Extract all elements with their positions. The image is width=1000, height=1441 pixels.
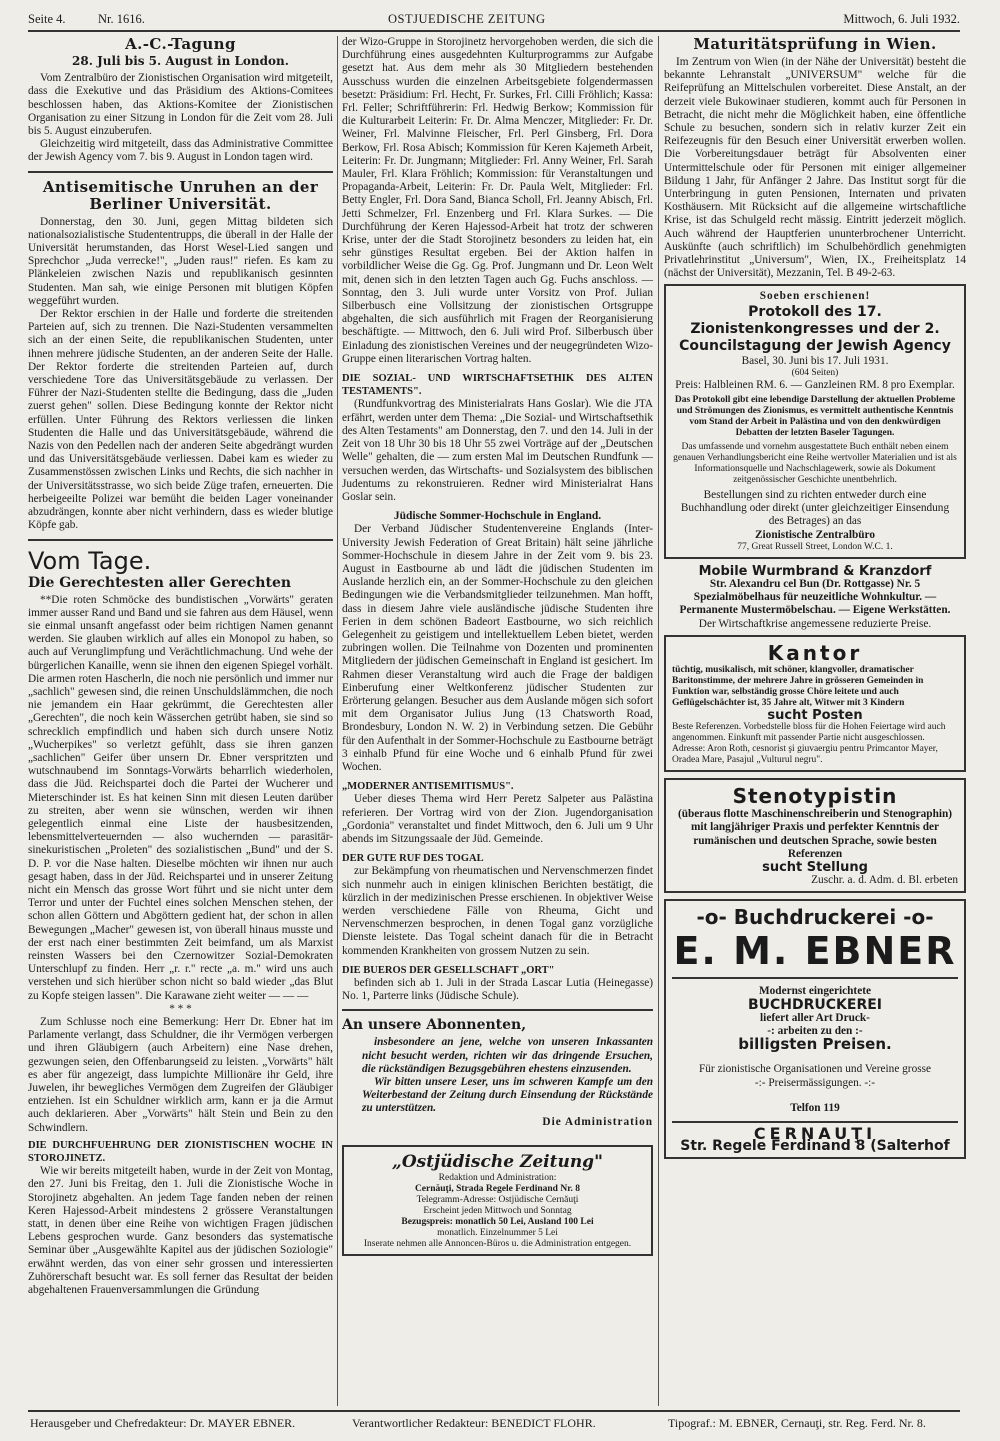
article-paragraph: **Die roten Schmöcke des bundistischen „Vorwärts" geraten immer ausser Rand und Band und sie fahren aus dem Häusel, wenn sie einmal unsanft angefasst oder beim richtigen Namen genannt werden. Sie glauben wirklich auf alles ein Monopol zu haben, so auch auf Verunglimpfung und Verächtlichmachung. Und wehe der bürgerlichen Kanaille, wenn sie ihnen den eigenen Spiegel vorhält. Die armen roten Hascherln, die noch nie persönlich und immer nur „sachlich" gewesen sind, die reinen Unschuldslämmchen, die noch nie jemandem ein Haar gekrümmt, die Gerechtesten aller „Gerechten", die noch kein Wässerchen getrübt haben, sie sind so schrecklich empfindlich und haben sich durch unsere Notiz „Wucherpikes" so verletzt gefühlt, dass sie ihren ganzen „sachlichen" Geifer über unsern Dr. Ebner verspritzten und wutschnaubend im Sonntags-Vorwärts beharrlich wiederholen, dass die Jüd. Reichspartei doch die Partei der Wucherer und Mieterschinder ist. Es hat keinen Sinn mit diesen Leuten darüber zu streiten, aber wenn sie wünschen, werden wir ihnen gelegentlich einmal eine Liste der hausbesitzenden, lebensmittelverteuernden — also wuchernden — parasitär-sinekuristischen „Proleten" des sozialistischen „Bund" und der S. D. P. vor die Nase halten. Dieselbe möchten wir ihnen nur auch gesagt haben, dass in der Jüd. Reichspartei und in unserer Zeitung nicht ein Mensch das grosse Wort führt und sie nicht unter dem Terror und unter der Fuchtel eines solchen Menschen stehen, der schon allen Göttern und Abgöttern gedient hat, der schon in allen Bewegungen „Macher" gewesen ist, von überall hinaus musste und der erst nach einer bestimmten Zeit beimfand, um als Marxist reinsten Wassers bei den Czernowitzer Sozial-Demokraten Unterschlupf zu finden. Herr „r. r." recte „a. m." wird uns auch verstehen und sich hierüber schon nicht so bald wieder „das Blut zu Kopfe steigen lassen". Die Karawane zieht weiter — — —: [28, 593, 333, 1002]
divider: [28, 539, 333, 541]
ad-line: Beste Referenzen. Vorbedstelle bloss für die Hohen Feiertage wird auch angenommen. Einkunft mit passender Partie nicht ausgeschlossen.: [672, 722, 946, 744]
article-title: Die Gerechtesten aller Gerechten: [28, 574, 292, 591]
article-title: DIE SOZIAL- UND WIRTSCHAFTSETHIK DES ALTEN TESTAMENTS".: [342, 373, 653, 398]
ad-title: Kantor: [767, 640, 863, 665]
separator-stars: * * *: [169, 1002, 192, 1015]
article-paragraph: der Wizo-Gruppe in Storojinetz hervorgehoben werden, die sich die Durchführung eines ausgedehnten Kulturprogramms zur Aufgabe gesetzt hat. Aus dem mehr als 30 Mitgliedern bestehenden Ausschuss wurden die einzelnen Arbeitsgebiete folgendermassen besetzt: Präsidium: Frl. Hecht, Fr. Surkes, Frl. Cilli Fröhlich; Kassa: Frl. Feller; Schriftführerin: Frl. Hedwig Berkow; Kommission für die Kulturarbeit Leiterin: Fr. Dr. Alma Menczer, Mitglieder: Fr. Dr. Weiner, Frl. Malvinne Fleischer, Frl. Perl Ginsberg, Frl. Dora Berkow, Frl. Rosa Abisch; Kommission für Keren Kajemeth Arbeit, Leiterin: Fr. Dr. Jungmann; Mitglieder: Frl. Anny Weiner, Frl. Sarah Mauler, Frl. Klara Fröhlich; Kommission: für Veranstaltungen und Propaganda-Arbeit, Leiterin: Fr. Dr. Paula Welt, Mitglieder: Frl. Betty Engler, Frl. Dora Sand, Bianca Scholl, Frl. Jeanny Abisch, Frl. Jetti Schmelzer, Frl. Enzenberg und Frl. Klara Surkes. — Die Durchführung der Keren Hajessod-Arbeit hat trotz der schweren Krise, unter der die Stadt Storojinetz besonders zu leiden hat, ein sehr günstiges Resultat ergeben. Bei der Aktion halfen in vorbildlicher Weise die Gg. Gg. Prof. Jungmann und Dr. Leon Welt mit, denen sich in den letzten Tagen auch Gg. Fuchs anschloss. — Sonntag, den 3. Juli wurde unter Vorsitz von Prof. Julian Silberbusch eine Vollsitzung der zionistischen Ortsgruppe abgehalten, die sich ausführlich mit Fragen der Reorganisierung beschäftigte. — Mittwoch, den 6. Juli wird Prof. Silberbusch über Einladung des zionistischen Vereines und der neugegründeten Wizo-Gruppe einen literarischen Vortrag halten.: [342, 36, 653, 365]
ad-line: Bestellungen sind zu richten entweder durch eine Buchhandlung oder direkt (unter gleichzeitiger Einsendung des Betrages) an das: [680, 489, 950, 528]
ad-title: -o- Buchdruckerei -o-: [696, 905, 934, 930]
ad-line: Str. Regele Ferdinand 8 (Salterhof: [680, 1138, 950, 1155]
article-title: A.-C.-Tagung: [125, 36, 236, 53]
ad-line: 77, Great Russell Street, London W.C. 1.: [737, 541, 893, 552]
ad-box-kantor: [664, 635, 966, 772]
article-title: DER GUTE RUF DES TOGAL: [342, 853, 484, 865]
ad-title: E. M. EBNER: [673, 929, 957, 974]
ad-line: CERNAUŢI: [753, 1123, 877, 1143]
notice-title: An unsere Abonnenten,: [342, 1017, 527, 1034]
ad-paragraph: Im Zentrum von Wien (in der Nähe der Universität) besteht die bekannte Lehranstalt „UNIVERSUM" welche für die Reifeprüfung an Mittelschulen vorbereitet. Diese Anstalt, an der derzeit viele Bukowinaer studieren, kommt auch für Personen in Betracht, die nicht mehr die Möglichkeit haben, eine öffentliche Schule zu besuchen, sondern sich in relativ kurzer Zeit ein Reifezeugnis für den Besuch einer Universität erwerben wollen. Die Vorbereitungsdauer beträgt für Absolventen einer Untermittelschule oder für Personen mit einiger allgemeiner Bildung 1 Jahr, für Anfänger 2 Jahre. Das Institut sorgt für die Unterbringung in guten Pensionen, Internaten und privaten Kosthäusern. Mit Rücksicht auf die allgemeine wirtschaftliche Krise, ist das Schulgeld recht mässig. Eintritt jederzeit möglich. Auch während der Hauptferien ununterbrochener Unterricht. Auskünfte (auch schriftlich) im Schulbehördlich genehmigten Privatlehrinstitut „Universum", Wien, IX., Freiheitsplatz 14 (nächst der Universität), Mezzanin, Tel. B 49-2-63.: [664, 56, 966, 280]
ad-line: -:- Preisermässigungen. -:-: [754, 1076, 876, 1089]
issue-date: Mittwoch, 6. Juli 1932.: [843, 12, 960, 26]
article-paragraph: Ueber dieses Thema wird Herr Peretz Salpeter aus Palästina referieren. Der Vortrag wird von der Zion. Jugendorganisation „Gordonia" veranstaltet und findet Mittwoch, den 6. Juli um 9 Uhr abends im Sitzungssaale der Jüd. Gemeinde.: [342, 793, 653, 845]
article-title: „MODERNER ANTISEMITISMUS".: [342, 781, 514, 793]
ad-line: Str. Alexandru cel Bun (Dr. Rottgasse) Nr. 5: [709, 578, 921, 591]
ad-line: Das Protokoll gibt eine lebendige Darstellung der aktuellen Probleme und Strömungen des Zionismus, es vermittelt authentische Kenntnis vom Stand der Arbeit in Palästina und von den denkwürdigen Debatten der letzten Baseler Tagungen.: [674, 395, 956, 439]
article-paragraph: Donnerstag, den 30. Juni, gegen Mittag bildeten sich nationalsozialistische Studententrupps, die überall in der Halle der Universität herumstanden, das Horst Wesel-Lied sangen und Sprechchor „Juda verrecke!", „Juden raus!" riefen. Es kam zu Plänkeleien zwischen Nazis und republikanisch gesinnten Studenten. Man sah, wie einige Personen mit blutigen Köpfen weggeführt wurden.: [28, 215, 333, 307]
article-paragraph: Der Verband Jüdischer Studentenvereine Englands (Inter-University Jewish Federation of Great Britain) hält seine jährliche Sommer-Hochschule in diesem Jahre in der Zeit vom 9. bis 23. August in Eastbourne ab und lädt die jüdischen Studenten im Auslande herzlich ein, an der Sommer-Hochschule zu den gleichen Bedingungen wie die Verbandsmitglieder teilzunehmen. Man hofft, dass in diesem Jahre viele ausländische jüdische Studenten ihre Ferien in dem schönen Badeort Eastbourne, wo sich reichlich Gelegenheit zu geistigem und intellektuellem Leben bietet, werden zubringen wollen. Die Teilnahme von Dozenten und prominenten Mitgliedern der jüdischen Gemeinschaft in England ist gesichert. Im Rahmen dieser Veranstaltung wird auch die Frage der baldigen Einberufung einer Weltkonferenz jüdischer Studenten zur Erörterung gelangen. Besucher aus dem Auslande mögen sich sofort mit dem Organisator Julius Jung (13 Chatsworth Road, Brondesbury, London N. W. 2) in Verbindung setzen. Die Gebühr für den Aufenthalt in der Sommer-Hochschule zu Eastbourne beträgt 3 einhalb Pfund für eine Woche und 6 einhalb Pfund für zwei Wochen.: [342, 523, 653, 773]
ad-mobile: [664, 565, 966, 631]
ad-line: (604 Seiten): [791, 367, 839, 378]
masthead-box: [342, 1145, 653, 1256]
ad-box-druckerei: [664, 899, 966, 1159]
article-paragraph: (Rundfunkvortrag des Ministerialrats Hans Goslar). Wie die JTA erfährt, werden unter dem Thema: „Die Sozial- und Wirtschaftsethik des Alten Testaments" am Donnerstag, den 7. und den 14. Juli in der Zeit von 18 Uhr 30 bis 18 Uhr 55 zwei Vorträge auf der „Deutschen Welle" gehalten, die — zum ersten Mal im Deutschen Rundfunk — versuchen werden, das Wirtschafts- und Sozialsystem des biblischen Judentums zu rekonstruieren. Redner wird Ministerialrat Hans Goslar sein.: [342, 398, 653, 503]
ad-line: liefert aller Art Druck-: [760, 1011, 870, 1024]
ad-title: Stenotypistin: [732, 784, 898, 809]
ad-title: Protokoll des 17. Zionistenkongresses und der 2. Councilstagung der Jewish Agency: [679, 303, 951, 354]
divider: [672, 977, 958, 979]
ad-line: Das umfassende und vornehm ausgestattete Buch enthält neben einem genauen Verhandlungsbericht eine Reihe wertvoller Materialien und ist als Informationsquelle und Nachschlagewerk, sowie als Dokument zeitgenössischer Geschichte unentbehrlich.: [673, 442, 957, 486]
masthead-line: Inserate nehmen alle Annoncen-Büros u. die Administration entgegen.: [363, 1238, 632, 1249]
article-title: DIE DURCHFUEHRUNG DER ZIONISTISCHEN WOCHE IN STOROJINETZ.: [28, 1139, 333, 1165]
masthead-line: Cernăuţi, Strada Regele Ferdinand Nr. 8: [414, 1183, 581, 1194]
column-3: [664, 36, 966, 1401]
ad-title: Mobile Wurmbrand & Kranzdorf: [698, 563, 932, 579]
footer-editor: Verantwortlicher Redakteur: BENEDICT FLOHR.: [352, 1416, 596, 1430]
ad-box-steno: [664, 778, 966, 893]
article-title: Jüdische Sommer-Hochschule in England.: [393, 510, 602, 523]
article-paragraph: Zum Schlusse noch eine Bemerkung: Herr Dr. Ebner hat im Parlamente verlangt, dass Schuldner, die ihr Vermögen verbergen und ihren Gläubigern (auch Arbeitern) eine Nase drehen, gezwungen seien, den Offenbarungseid zu leisten. „Vorwärts" hält es aber für angezeigt, dass lumpichte Millionäre ihr Geld, ihre Juwelen, ihr bewegliches Vermögen dem Zugreifen der Gläubiger entziehen. Ist ein Schuldner wirklich arm, kann er ja die Armut auch deklarieren. Aber „Vorwärts" hält Stein und Bein zu den Schwindlern.: [28, 1016, 333, 1134]
divider: [672, 1121, 958, 1123]
divider: [28, 171, 333, 173]
ad-line: Zuschr. a. d. Adm. d. Bl. erbeten: [811, 874, 958, 887]
section-title: Vom Tage.: [28, 546, 152, 575]
column-divider: [658, 36, 659, 1406]
ad-line: tüchtig, musikalisch, mit schöner, klangvoller, dramatischer Baritonstimme, der mehrere Jahre in grösseren Gemeinden in Funktion war, selbständig grosse Chöre leitete und auch Geflügelschächter ist, 35 Jahre alt, Witwer mit 3 Kindern: [672, 664, 924, 708]
ad-line: Der Wirtschaftkrise angemessene reduzierte Preise.: [698, 617, 932, 630]
ad-line: Für zionistische Organisationen und Vereine grosse: [698, 1063, 932, 1076]
ad-line: Telfon 119: [790, 1101, 840, 1114]
masthead-line: Telegramm-Adresse: Ostjüdische Cernăuţi: [416, 1194, 579, 1205]
article-paragraph: zur Bekämpfung von rheumatischen und Nervenschmerzen findet sich nunmehr auch in einigen klinischen Berichten bestätigt, die kürzlich in der medizinischen Presse erschienen. In objektiver Weise werden verschiedene Fälle von Rheuma, Gicht und Nervenschmerzen besprochen, in denen Togal ganz vorzügliche Dienste leistete. Das Togal scheint danach für die in Betracht kommenden Krankheiten von grossem Nutzen zu sein.: [342, 865, 653, 957]
page-number: Seite 4.: [28, 12, 66, 26]
article-subtitle: 28. Juli bis 5. August in London.: [72, 54, 289, 68]
article-paragraph: Wie wir bereits mitgeteilt haben, wurde in der Zeit von Montag, den 27. Juni bis Freitag, den 1. Juli die Zionistische Woche in Storojinetz abgehalten. An jedem Tage fanden neben der reinen Keren Hajessod-Arbeit mindestens 2 grössere Veranstaltungen statt, in denen über eine Reihe von wichtigen Fragen jüdischen Lebens gesprochen wurde. Ganz besonders das systematische Seminar über „Ausgewählte Kapitel aus der jüdischen Soziologie" erwähnt werden, das von einer sehr grossen und interessierten Zuhörerschaft besucht war. Es soll ferner das Resultat der beiden abgehaltenen Frauenversammlungen die Gründung: [28, 1165, 333, 1297]
ad-line: Basel, 30. Juni bis 17. Juli 1931.: [741, 354, 889, 367]
article-title: DIE BUEROS DER GESELLSCHAFT „ORT": [342, 964, 555, 976]
article-paragraph: Der Rektor erschien in der Halle und forderte die streitenden Parteien auf, sich zu trennen. Die Nazi-Studenten versammelten sich an der einen Seite, die republikanischen Studenten, unter ihnen mehrere jüdische Studenten, an der anderen Seite der Halle. Der Rektor forderte die streitenden Parteien auf, durch verschiedene Tore das Universitätsgebäude zu verlassen. Der Führer der Nazi-Studenten stellte die Bedingung, dass die „Juden zuerst gehen" sollen. Diese Bedingung konnte der Rektor nicht erfüllen. Unter Führung des Rektors verliessen die linken Studenten die Halle und das Universitätsgebäude, während die Nazis von den Pedellen nach der anderen Seite abgedrängt wurden und das Universitätsgebäude verliessen. Dabei kam es wieder zu Zusammenstössen zwischen Links und Rechts, die sich nachher in der Universitätsstrasse, wo sich beide Züge trafen, erneuerten. Die herbeigeeilte Polizei war bemüht die beiden Lager voneinander abzudrängen, konnte aber nicht verhindern, dass es wieder blutige Köpfe gab.: [28, 308, 333, 532]
ad-line: (überaus flotte Maschinenschreiberin und Stenographin) mit langjähriger Praxis und perfekter Kenntnis der rumänischen und deutschen Sprache, sowie besten Referenzen: [677, 808, 953, 860]
divider: [342, 1009, 653, 1011]
notice-signature: Die Administration: [542, 1115, 653, 1128]
article-title: Antisemitische Unruhen an der Berliner Universität.: [42, 177, 319, 213]
ad-line: Zionistische Zentralbüro: [755, 528, 875, 541]
column-2: [342, 36, 653, 1401]
ad-line: Spezialmöbelhaus für neuzeitliche Wohnkultur. — Permanente Mustermöbelschau. — Eigene Werkstätten.: [679, 591, 951, 617]
notice-paragraph: insbesondere an jene, welche von unseren Inkassanten nicht besucht werden, richten wir das dringende Ersuchen, die rückständigen Bezugsgebühren ehestens einzusenden.: [362, 1036, 653, 1075]
masthead-line: monatlich. Einzelnummer 5 Lei: [437, 1227, 558, 1238]
article-paragraph: Gleichzeitig wird mitgeteilt, dass das Administrative Committee der Jewish Agency vom 7. bis 9. August in London tagen wird.: [28, 138, 333, 164]
newspaper-title: OSTJUEDISCHE ZEITUNG: [388, 12, 546, 26]
notice-paragraph: Wir bitten unsere Leser, uns im schweren Kampfe um den Weiterbestand der Zeitung durch Einsendung der Rückstände zu unterstützen.: [362, 1076, 653, 1115]
masthead-line: Redaktion und Administration:: [438, 1172, 557, 1183]
masthead-title: „Ostjüdische Zeitung": [392, 1151, 603, 1172]
article-paragraph: Vom Zentralbüro der Zionistischen Organisation wird mitgeteilt, dass die Exekutive und das Präsidium des Aktions-Comitees beschlossen haben, das Aktions-Komitee der Zionistischen Organisation zu einer Sitzung in London für die Zeit vom 28. Juli bis 5. August einzuberufen.: [28, 72, 333, 138]
issue-number: Nr. 1616.: [98, 12, 145, 26]
footer-printer: Tipograf.: M. EBNER, Cernauţi, str. Reg. Ferd. Nr. 8.: [668, 1416, 926, 1430]
ad-line: sucht Posten: [767, 707, 863, 723]
ad-line: Adresse: Aron Roth, cesnorist şi giuvaergiu pentru Primcantor Mayer, Oradea Mare, Pasajul „Vulturul negru".: [672, 744, 938, 766]
ad-title: Maturitätsprüfung in Wien.: [693, 36, 937, 53]
column-1: [28, 36, 333, 1401]
article-paragraph: befinden sich ab 1. Juli in der Strada Lascar Lutia (Heinegasse) No. 1, Parterre links (Jüdische Schule).: [342, 977, 653, 1003]
ad-line: billigsten Preisen.: [738, 1035, 892, 1054]
masthead-line: Bezugspreis: monatlich 50 Lei, Ausland 100 Lei: [401, 1216, 594, 1227]
footer-rule: [28, 1410, 960, 1412]
ad-line: Modernst eingerichtete: [759, 985, 871, 998]
ad-box-protokoll: [664, 284, 966, 558]
masthead-line: Erscheint jeden Mittwoch und Sonntag: [423, 1205, 572, 1216]
ad-line: BUCHDRUCKEREI: [747, 996, 883, 1013]
ad-line: sucht Stellung: [762, 859, 868, 875]
page-header: [28, 10, 960, 32]
ad-line: Preis: Halbleinen RM. 6. — Ganzleinen RM. 8 pro Exemplar.: [675, 378, 955, 391]
column-divider: [337, 36, 338, 1406]
ad-line: -: arbeiten zu den :-: [767, 1024, 863, 1037]
ad-header: Soeben erschienen!: [759, 290, 871, 303]
footer-publisher: Herausgeber und Chefredakteur: Dr. MAYER EBNER.: [30, 1416, 296, 1430]
